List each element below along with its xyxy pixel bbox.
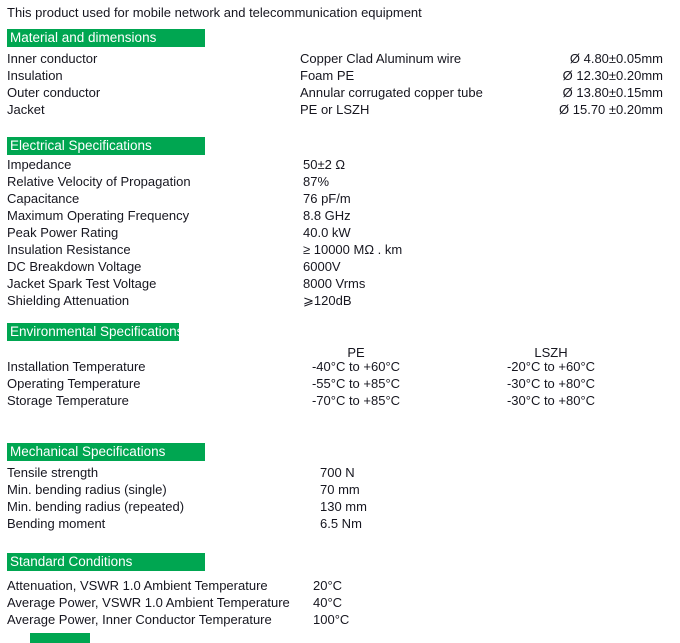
- spec-row: [7, 375, 673, 392]
- spec-label: Insulation: [7, 68, 63, 83]
- spec-value: Copper Clad Aluminum wire: [300, 51, 462, 66]
- spec-row: [7, 358, 673, 375]
- spec-value: 50±2 Ω: [303, 157, 346, 172]
- spec-label: Relative Velocity of Propagation: [7, 174, 191, 189]
- spec-label: Bending moment: [7, 516, 106, 531]
- spec-label: Tensile strength: [7, 465, 99, 480]
- spec-row: [7, 275, 673, 292]
- spec-value: 6000V: [303, 259, 341, 274]
- spec-value: 700 N: [320, 465, 355, 480]
- spec-row: [7, 50, 673, 67]
- spec-label: Impedance: [7, 157, 72, 172]
- spec-label: Jacket Spark Test Voltage: [7, 276, 157, 291]
- spec-label: Capacitance: [7, 191, 80, 206]
- spec-row: [7, 292, 673, 309]
- section-heading-material: Material and dimensions: [7, 29, 205, 47]
- spec-label: Average Power, Inner Conductor Temperature: [7, 612, 272, 627]
- page-title: This product used for mobile network and telecommunication equipment: [7, 5, 422, 20]
- spec-row: [7, 190, 673, 207]
- spec-value: 40.0 kW: [303, 225, 351, 240]
- spec-value: Foam PE: [300, 68, 355, 83]
- spec-label: Insulation Resistance: [7, 242, 131, 257]
- spec-label: Operating Temperature: [7, 376, 141, 391]
- spec-value-pe: -40°C to +60°C: [311, 359, 401, 374]
- spec-value: 8.8 GHz: [303, 208, 351, 223]
- spec-label: Min. bending radius (single): [7, 482, 167, 497]
- spec-row: [7, 515, 673, 532]
- spec-label: Min. bending radius (repeated): [7, 499, 185, 514]
- spec-row: [7, 577, 673, 594]
- spec-value: PE or LSZH: [300, 102, 370, 117]
- spec-row: [7, 101, 673, 118]
- spec-value: ⩾120dB: [303, 293, 352, 308]
- spec-label: Installation Temperature: [7, 359, 146, 374]
- spec-value: 40°C: [313, 595, 343, 610]
- spec-value-lszh: -30°C to +80°C: [506, 376, 596, 391]
- spec-label: DC Breakdown Voltage: [7, 259, 142, 274]
- section-heading-standard-conditions: Standard Conditions: [7, 553, 205, 571]
- section-heading-mechanical: Mechanical Specifications: [7, 443, 205, 461]
- spec-value: 20°C: [313, 578, 343, 593]
- spec-diameter: Ø 15.70 ±0.20mm: [559, 102, 663, 117]
- spec-label: Average Power, VSWR 1.0 Ambient Temperature: [7, 595, 290, 610]
- spec-value-pe: -55°C to +85°C: [311, 376, 401, 391]
- partial-section-header-bar: [30, 633, 90, 643]
- spec-diameter: Ø 4.80±0.05mm: [569, 51, 663, 66]
- spec-label: Shielding Attenuation: [7, 293, 130, 308]
- spec-row: [7, 224, 673, 241]
- spec-value: 130 mm: [320, 499, 367, 514]
- spec-label: Storage Temperature: [7, 393, 129, 408]
- spec-label: Attenuation, VSWR 1.0 Ambient Temperature: [7, 578, 268, 593]
- section-heading-environmental: Environmental Specifications: [7, 323, 179, 341]
- spec-label: Peak Power Rating: [7, 225, 119, 240]
- spec-row: [7, 207, 673, 224]
- spec-value: 70 mm: [320, 482, 360, 497]
- spec-value-pe: -70°C to +85°C: [311, 393, 401, 408]
- spec-row: [7, 481, 673, 498]
- spec-row: [7, 498, 673, 515]
- spec-value-lszh: -30°C to +80°C: [506, 393, 596, 408]
- spec-label: Inner conductor: [7, 51, 98, 66]
- spec-label: Maximum Operating Frequency: [7, 208, 190, 223]
- spec-value: ≥ 10000 MΩ . km: [303, 242, 403, 257]
- spec-value-lszh: -20°C to +60°C: [506, 359, 596, 374]
- spec-row: [7, 258, 673, 275]
- spec-diameter: Ø 12.30±0.20mm: [562, 68, 663, 83]
- spec-value: 6.5 Nm: [320, 516, 362, 531]
- spec-value: Annular corrugated copper tube: [300, 85, 483, 100]
- spec-row: [7, 464, 673, 481]
- spec-row: [7, 594, 673, 611]
- spec-row: [7, 611, 673, 628]
- spec-row: [7, 156, 673, 173]
- spec-value: 100°C: [313, 612, 350, 627]
- spec-value: 76 pF/m: [303, 191, 351, 206]
- spec-diameter: Ø 13.80±0.15mm: [562, 85, 663, 100]
- column-header-lszh: LSZH: [534, 345, 568, 360]
- spec-value: 87%: [303, 174, 330, 189]
- spec-row: [7, 84, 673, 101]
- spec-label: Jacket: [7, 102, 45, 117]
- spec-row: [7, 241, 673, 258]
- column-header-pe: PE: [347, 345, 365, 360]
- spec-value: 8000 Vrms: [303, 276, 366, 291]
- spec-row: [7, 67, 673, 84]
- spec-row: [7, 392, 673, 409]
- spec-row: [7, 173, 673, 190]
- spec-label: Outer conductor: [7, 85, 101, 100]
- section-heading-electrical: Electrical Specifications: [7, 137, 205, 155]
